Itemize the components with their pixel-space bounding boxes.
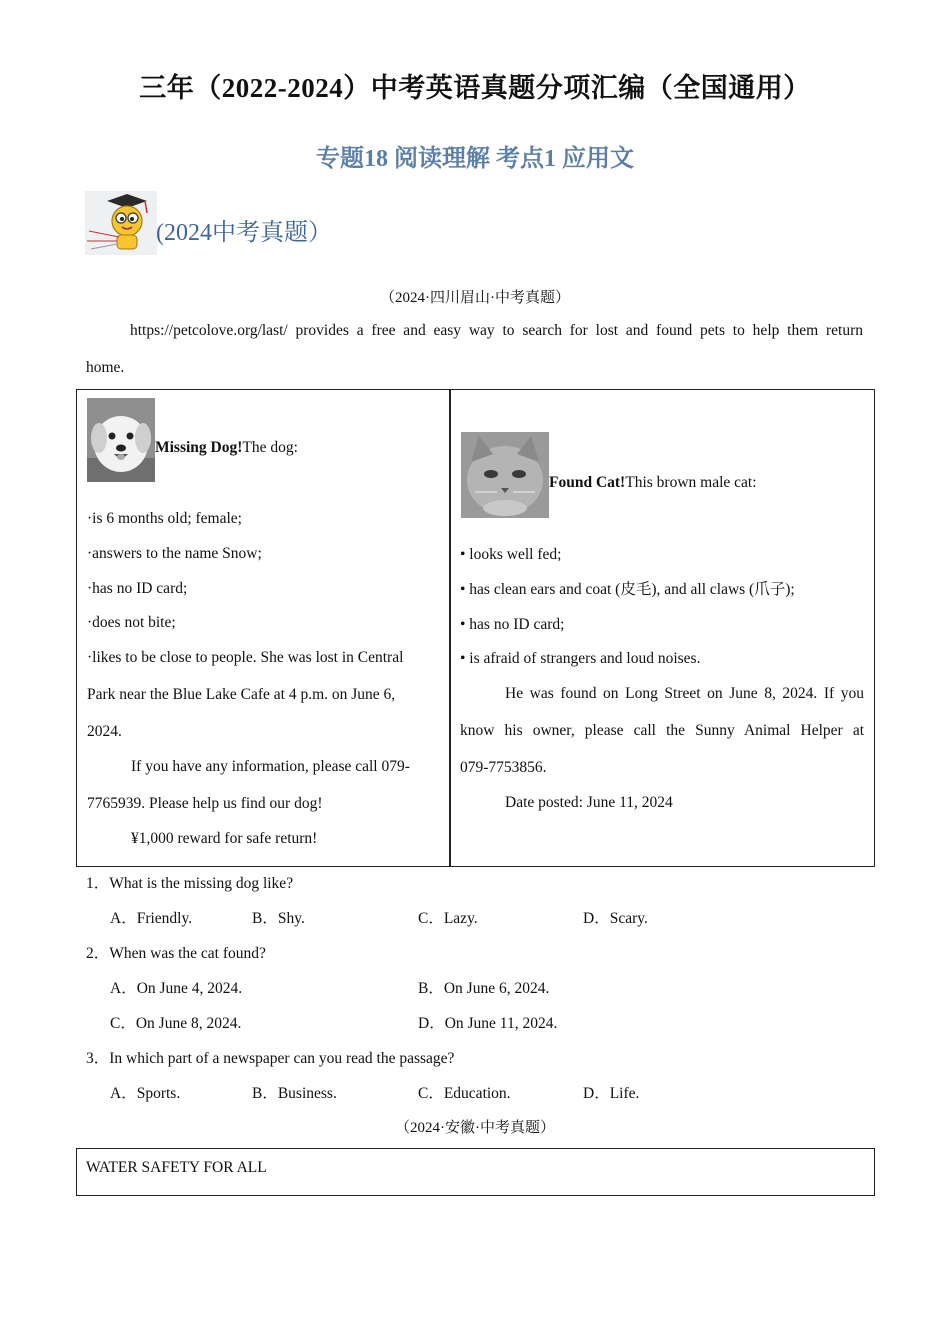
dog-heading-rest: The dog: <box>242 439 298 456</box>
scholar-mascot-icon <box>85 191 157 255</box>
cat-found-text: He was found on Long Street on June 8, 2024. If you <box>505 685 864 702</box>
cat-bullet: • is afraid of strangers and loud noises. <box>460 650 701 667</box>
cat-found-text-cont: 079-7753856. <box>460 759 547 776</box>
dog-bullet-cont: Park near the Blue Lake Cafe at 4 p.m. on June 6, <box>87 686 396 703</box>
question-option[interactable]: A．On June 4, 2024. <box>110 980 243 997</box>
dog-photo <box>87 398 155 482</box>
question-option[interactable]: C．On June 8, 2024. <box>110 1015 242 1032</box>
question-option[interactable]: B．Business. <box>252 1085 337 1102</box>
cat-bullet: • looks well fed; <box>460 546 562 563</box>
question-stem: 3．In which part of a newspaper can you read the passage? <box>86 1050 455 1067</box>
cat-date-posted: Date posted: June 11, 2024 <box>505 794 673 811</box>
year-heading: (2024中考真题） <box>156 220 332 246</box>
question-option[interactable]: A．Friendly. <box>110 910 193 927</box>
dog-contact: If you have any information, please call 079- <box>131 758 410 775</box>
dog-bullet-cont: 2024. <box>87 723 122 740</box>
dog-bullet: ·likes to be close to people. She was lost in Central <box>87 649 404 666</box>
question-option[interactable]: B．On June 6, 2024. <box>418 980 550 997</box>
intro-text-cont: home. <box>86 359 125 376</box>
cat-bullet: • has clean ears and coat (皮毛), and all claws (爪子); <box>460 581 795 598</box>
question-stem: 2．When was the cat found? <box>86 945 266 962</box>
cat-heading-rest: This brown male cat: <box>625 474 757 491</box>
passage-source: （2024·四川眉山·中考真题） <box>380 290 570 306</box>
topic-subtitle: 专题18 阅读理解 考点1 应用文 <box>316 146 634 172</box>
dog-bullet: ·has no ID card; <box>87 580 188 597</box>
cat-heading-line <box>549 465 757 500</box>
dog-heading-line <box>155 430 298 465</box>
question-stem: 1．What is the missing dog like? <box>86 875 294 892</box>
dog-reward: ¥1,000 reward for safe return! <box>131 830 318 847</box>
dog-bullet: ·is 6 months old; female; <box>87 510 242 527</box>
cat-bullet: • has no ID card; <box>460 616 565 633</box>
intro-text: https://petcolove.org/last/ provides a free and easy way to search for lost and found pets to help them return <box>130 322 863 339</box>
table-divider <box>449 390 451 866</box>
question-option[interactable]: B．Shy. <box>252 910 305 927</box>
notice-table <box>76 389 875 867</box>
water-safety-title: WATER SAFETY FOR ALL <box>86 1159 267 1176</box>
dog-bullet: ·answers to the name Snow; <box>87 545 262 562</box>
question-option[interactable]: D．On June 11, 2024. <box>418 1015 558 1032</box>
question-option[interactable]: D．Scary. <box>583 910 648 927</box>
cat-photo <box>461 432 549 518</box>
question-option[interactable]: C．Education. <box>418 1085 511 1102</box>
question-option[interactable]: D．Life. <box>583 1085 640 1102</box>
cat-found-text-cont: know his owner, please call the Sunny Animal Helper at <box>460 722 864 739</box>
document-title: 三年（2022-2024）中考英语真题分项汇编（全国通用） <box>139 73 811 103</box>
dog-bullet: ·does not bite; <box>87 614 176 631</box>
dog-contact-cont: 7765939. Please help us find our dog! <box>87 795 323 812</box>
question-option[interactable]: C．Lazy. <box>418 910 478 927</box>
question-option[interactable]: A．Sports. <box>110 1085 181 1102</box>
dog-heading: Missing Dog! <box>155 439 243 456</box>
passage-source: （2024·安徽·中考真题） <box>395 1120 555 1136</box>
water-safety-box <box>76 1148 875 1196</box>
cat-heading: Found Cat! <box>549 474 626 491</box>
